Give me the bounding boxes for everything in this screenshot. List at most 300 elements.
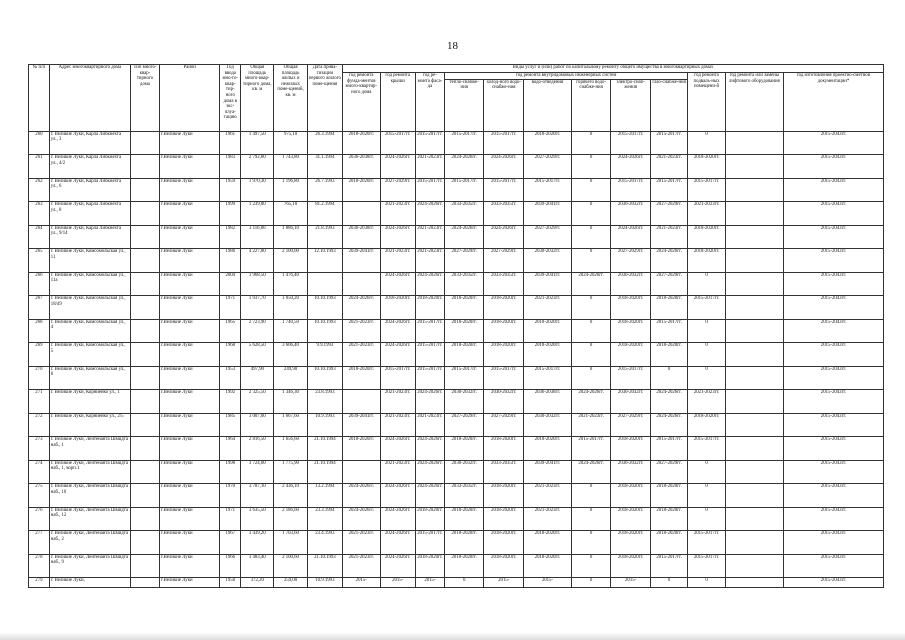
cell-des: 2015-2043гг. xyxy=(783,178,883,202)
header-roof: год ремонта крыши xyxy=(380,73,415,132)
cell-a2: 2 100,00 xyxy=(274,249,307,273)
cell-p: 23.8.1993 xyxy=(307,390,342,414)
cell-a2: 1 346,30 xyxy=(274,390,307,414)
cell-t xyxy=(130,554,159,578)
table-row xyxy=(29,155,884,179)
cell-cw: 2018-2020гг. xyxy=(484,437,524,461)
cell-lift xyxy=(725,437,783,461)
cell-gas: 2018-2020гг. xyxy=(650,296,687,320)
cell-lift xyxy=(725,343,783,367)
cell-sew: 2039-2041гг. xyxy=(524,202,572,226)
cell-bas: 2015-2017гг. xyxy=(688,437,725,461)
cell-heat: 2018-2020гг. xyxy=(444,319,484,343)
cell-d: г.Великие Луки xyxy=(160,390,220,414)
cell-gas: 2021-2023гг. xyxy=(650,155,687,179)
cell-sew: 2018-2020гг. xyxy=(524,131,572,155)
cell-n: 271 xyxy=(29,390,50,414)
cell-y: 1965 xyxy=(220,319,241,343)
cell-hw: 2024-2026гг. xyxy=(571,460,611,484)
cell-roof: 2024-2026гг. xyxy=(380,155,415,179)
cell-heat: 2027-2029гг. xyxy=(444,413,484,437)
cell-fac: 2024-2026гг. xyxy=(415,202,444,226)
cell-gas: 2015-2017гг. xyxy=(650,437,687,461)
cell-roof: 2024-2026гг. xyxy=(380,225,415,249)
cell-lift xyxy=(725,507,783,531)
cell-bas: 0 xyxy=(688,319,725,343)
cell-sew: 2030-2032гг. xyxy=(524,413,572,437)
cell-d: г.Великие Луки xyxy=(160,249,220,273)
cell-des: 2015-2043гг. xyxy=(783,249,883,273)
cell-a1: 2 816,50 xyxy=(241,437,274,461)
cell-bas: 0 xyxy=(688,460,725,484)
cell-cw: 2015-2017гг. xyxy=(484,131,524,155)
cell-bas: 2015-2017гг. xyxy=(688,178,725,202)
cell-lift xyxy=(725,484,783,508)
cell-bas: 0 xyxy=(688,366,725,390)
cell-y: 1971 xyxy=(220,296,241,320)
cell-n: 262 xyxy=(29,178,50,202)
cell-f: 2024-2026гг. xyxy=(343,507,380,531)
cell-des: 2015-2043гг. xyxy=(783,460,883,484)
cell-lift xyxy=(725,225,783,249)
cell-gas: 2015-2017гг. xyxy=(650,319,687,343)
cell-a2: 1 743,80 xyxy=(274,155,307,179)
cell-addr: г. Великие Луки, Лейтенанта Шмидта наб., 9 xyxy=(49,554,130,578)
cell-a2: 1 667,60 xyxy=(274,413,307,437)
cell-des: 2015-2043гг. xyxy=(783,554,883,578)
cell-y: 1992 xyxy=(220,390,241,414)
cell-y: 1964 xyxy=(220,437,241,461)
table-row xyxy=(29,437,884,461)
cell-hw: 0 xyxy=(571,225,611,249)
cell-n: 279 xyxy=(29,578,50,588)
header-area-total: Общая площадь много-квар-тирного дома, кв. м xyxy=(241,65,274,132)
cell-el: 2018-2020гг. xyxy=(611,484,651,508)
cell-fac: 2024-2026гг. xyxy=(415,272,444,296)
cell-f: 2021-2023гг. xyxy=(343,343,380,367)
cell-addr: г. Великие Луки, Лейтенанта Шмидта наб., 12 xyxy=(49,507,130,531)
cell-p: 23.4.1993 xyxy=(307,531,342,555)
header-num: № п/п xyxy=(29,65,50,132)
cell-cw: 2033-2035гг. xyxy=(484,272,524,296)
cell-heat: 2015-2017гг. xyxy=(444,131,484,155)
cell-lift xyxy=(725,390,783,414)
cell-bas: 2018-2020гг. xyxy=(688,413,725,437)
cell-fac: 2021-2023гг. xyxy=(415,413,444,437)
page-number: 18 xyxy=(447,40,458,52)
cell-des: 2015-2043гг. xyxy=(783,484,883,508)
header-district: Район xyxy=(160,65,220,132)
cell-addr: г. Великие Луки, Корниенко ул., 1 xyxy=(49,390,130,414)
cell-gas: 2024-2026гг. xyxy=(650,413,687,437)
cell-d: г.Великие Луки xyxy=(160,507,220,531)
table-row xyxy=(29,272,884,296)
cell-p: 23.3.1994 xyxy=(307,507,342,531)
cell-cw: 2033-2035гг. xyxy=(484,460,524,484)
cell-heat: 2015-2017гг. xyxy=(444,178,484,202)
cell-y: 2004 xyxy=(220,272,241,296)
cell-fac: 2021-2023гг. xyxy=(415,249,444,273)
cell-roof: 2021-2023гг. xyxy=(380,249,415,273)
cell-d: г.Великие Луки xyxy=(160,366,220,390)
table-row xyxy=(29,460,884,484)
cell-n: 268 xyxy=(29,319,50,343)
cell-t xyxy=(130,225,159,249)
cell-fac: 2018-2020гг. xyxy=(415,554,444,578)
cell-bas: 0 xyxy=(688,507,725,531)
cell-lift xyxy=(725,319,783,343)
capital-repair-table xyxy=(28,64,884,588)
cell-cw: 2027-2029гг. xyxy=(484,413,524,437)
cell-roof: 2024-2026гг. xyxy=(380,507,415,531)
cell-t xyxy=(130,202,159,226)
cell-lift xyxy=(725,578,783,588)
cell-a1: 2 723,90 xyxy=(241,319,274,343)
cell-n: 277 xyxy=(29,531,50,555)
cell-hw: 0 xyxy=(571,366,611,390)
cell-addr: г. Великие Луки, xyxy=(49,578,130,588)
cell-fac: 2018-2020гг. xyxy=(415,296,444,320)
cell-sew: 2018-2020гг. xyxy=(524,437,572,461)
cell-cw: 2030-2032гг. xyxy=(484,390,524,414)
cell-roof: 2024-2026гг. xyxy=(380,437,415,461)
cell-a2: 1 703,60 xyxy=(274,531,307,555)
cell-heat: 2030-2032гг. xyxy=(444,390,484,414)
cell-bas: 2021-2023гг. xyxy=(688,202,725,226)
cell-cw: 2027-2029гг. xyxy=(484,249,524,273)
cell-p: 10.9.1993 xyxy=(307,578,342,588)
cell-fac: 2021-2023гг. xyxy=(415,155,444,179)
cell-el: 2027-2029гг. xyxy=(611,413,651,437)
cell-roof: 2024-2026гг. xyxy=(380,319,415,343)
cell-sew: 2021-2023гг. xyxy=(524,296,572,320)
cell-y: 1966 xyxy=(220,554,241,578)
cell-n: 274 xyxy=(29,460,50,484)
cell-d: г.Великие Луки xyxy=(160,225,220,249)
cell-cw: 2015- xyxy=(484,578,524,588)
cell-heat: 0 xyxy=(444,578,484,588)
cell-cw: 2015-2017гг. xyxy=(484,366,524,390)
cell-des: 2015-2043гг. xyxy=(783,272,883,296)
cell-d: г.Великие Луки xyxy=(160,554,220,578)
cell-p: 10.10.1993 xyxy=(307,366,342,390)
cell-p: 26.3.1994 xyxy=(307,131,342,155)
cell-addr: г. Великие Луки, Комсомольская ул., 18/49 xyxy=(49,296,130,320)
cell-hw: 2024-2026гг. xyxy=(571,272,611,296)
cell-sew: 2018-2020гг. xyxy=(524,319,572,343)
cell-d: г.Великие Луки xyxy=(160,413,220,437)
cell-des: 2015-2043гг. xyxy=(783,531,883,555)
cell-n: 270 xyxy=(29,366,50,390)
cell-a2: 3 606,40 xyxy=(274,343,307,367)
cell-bas: 0 xyxy=(688,578,725,588)
cell-hw: 0 xyxy=(571,296,611,320)
cell-sew: 2018-2020гг. xyxy=(524,554,572,578)
cell-heat: 2018-2020гг. xyxy=(444,343,484,367)
cell-lift xyxy=(725,131,783,155)
cell-des: 2015-2043гг. xyxy=(783,296,883,320)
cell-heat: 2024-2026гг. xyxy=(444,225,484,249)
cell-roof: 2027-2029гг. xyxy=(380,178,415,202)
header-gas: газо-снабже-ния xyxy=(650,79,687,131)
cell-p: 10.9.1993 xyxy=(307,413,342,437)
cell-fac: 2015-2017гг. xyxy=(415,366,444,390)
cell-sew: 2036-2038гг. xyxy=(524,390,572,414)
cell-addr: г. Великие Луки, Карла Либкнехта ул., 6 xyxy=(49,178,130,202)
cell-gas: 2015-2017гг. xyxy=(650,554,687,578)
cell-lift xyxy=(725,178,783,202)
cell-hw: 0 xyxy=(571,202,611,226)
cell-f xyxy=(343,272,380,296)
cell-bas: 2018-2020гг. xyxy=(688,225,725,249)
cell-f: 2039-2041гг. xyxy=(343,413,380,437)
cell-addr: г. Великие Луки, Карла Либкнехта ул., 8 xyxy=(49,202,130,226)
cell-bas: 2015-2017гг. xyxy=(688,554,725,578)
cell-f: 2024-2026гг. xyxy=(343,484,380,508)
cell-sew: 2021-2023гг. xyxy=(524,484,572,508)
cell-n: 267 xyxy=(29,296,50,320)
cell-a1: 5 628,50 xyxy=(241,343,274,367)
cell-heat: 2018-2020гг. xyxy=(444,531,484,555)
cell-gas: 0 xyxy=(650,366,687,390)
cell-d: г.Великие Луки xyxy=(160,437,220,461)
cell-a1: 1 239,80 xyxy=(241,202,274,226)
cell-gas: 2024-2026гг. xyxy=(650,249,687,273)
cell-gas: 2027-2029гг. xyxy=(650,460,687,484)
cell-gas: 2024-2026гг. xyxy=(650,390,687,414)
cell-a1: 3 787,10 xyxy=(241,484,274,508)
scan-edge xyxy=(0,632,905,640)
cell-d: г.Великие Луки xyxy=(160,296,220,320)
cell-f: 2015- xyxy=(343,578,380,588)
cell-cw: 2018-2020гг. xyxy=(484,296,524,320)
cell-el: 2024-2026гг. xyxy=(611,155,651,179)
table-body xyxy=(29,131,884,588)
cell-fac: 2015-2017гг. xyxy=(415,531,444,555)
table-row xyxy=(29,249,884,273)
cell-y: 1985 xyxy=(220,413,241,437)
table-row xyxy=(29,343,884,367)
cell-roof: 2024-2026гг. xyxy=(380,531,415,555)
cell-des: 2015-2043гг. xyxy=(783,225,883,249)
cell-a1: 1 970,30 xyxy=(241,178,274,202)
cell-p: 21.10.1993 xyxy=(307,554,342,578)
table-row xyxy=(29,178,884,202)
table-row xyxy=(29,578,884,588)
cell-sew: 2018-2020гг. xyxy=(524,343,572,367)
cell-gas: 0 xyxy=(650,578,687,588)
cell-cw: 2024-2026гг. xyxy=(484,155,524,179)
cell-fac: 2015-2017гг. xyxy=(415,131,444,155)
cell-des: 2015-2043гг. xyxy=(783,155,883,179)
cell-y: 1970 xyxy=(220,484,241,508)
header-address: Адрес многоквартирного дома xyxy=(49,65,130,132)
cell-gas: 2018-2020гг. xyxy=(650,531,687,555)
cell-n: 278 xyxy=(29,554,50,578)
cell-lift xyxy=(725,296,783,320)
header-hot-water: горячего водо-снабже-ния xyxy=(571,79,611,131)
cell-t xyxy=(130,578,159,588)
cell-y: 1968 xyxy=(220,343,241,367)
cell-a2: 975,10 xyxy=(274,131,307,155)
cell-des: 2015-2043гг. xyxy=(783,390,883,414)
cell-addr: г. Великие Луки, Лейтенанта Шмидта наб., 10 xyxy=(49,484,130,508)
cell-n: 272 xyxy=(29,413,50,437)
cell-a2: 1 476,40 xyxy=(274,272,307,296)
cell-p: 21.10.1994 xyxy=(307,437,342,461)
cell-p: 21.10.1994 xyxy=(307,460,342,484)
cell-fac: 2024-2026гг. xyxy=(415,390,444,414)
cell-roof: 2021-2023гг. xyxy=(380,413,415,437)
cell-a1: 2 792,80 xyxy=(241,155,274,179)
cell-des: 2015-2043гг. xyxy=(783,319,883,343)
cell-heat: 2030-2032гг. xyxy=(444,460,484,484)
cell-addr: г. Великие Луки, Комсомольская ул., 5 xyxy=(49,343,130,367)
cell-cw: 2015-2017гг. xyxy=(484,178,524,202)
cell-fac: 2018-2020гг. xyxy=(415,507,444,531)
header-heating: тепло-снабже-ния xyxy=(444,79,484,131)
cell-hw: 0 xyxy=(571,249,611,273)
cell-addr: г. Великие Луки, Лейтенанта Шмидта наб., 1, корп.1 xyxy=(49,460,130,484)
cell-cw: 2018-2020гг. xyxy=(484,531,524,555)
cell-a1: 2 325,50 xyxy=(241,390,274,414)
cell-el: 2018-2020гг. xyxy=(611,437,651,461)
cell-t xyxy=(130,437,159,461)
cell-gas: 2015-2017гг. xyxy=(650,131,687,155)
cell-a2: 2 100,60 xyxy=(274,554,307,578)
cell-bas: 0 xyxy=(688,484,725,508)
cell-a2: 765,10 xyxy=(274,202,307,226)
cell-d: г.Великие Луки xyxy=(160,131,220,155)
cell-cw: 2033-2035гг. xyxy=(484,202,524,226)
cell-sew: 2018-2020гг. xyxy=(524,531,572,555)
cell-cw: 2024-2026гг. xyxy=(484,225,524,249)
cell-bas: 0 xyxy=(688,343,725,367)
cell-t xyxy=(130,272,159,296)
cell-t xyxy=(130,155,159,179)
cell-p: 12.10.1993 xyxy=(307,249,342,273)
cell-n: 269 xyxy=(29,343,50,367)
header-design: год изготовления проектно-сметной документации* xyxy=(783,73,883,132)
cell-gas: 2015-2017гг. xyxy=(650,178,687,202)
cell-roof: 2024-2026гг. xyxy=(380,343,415,367)
table-header xyxy=(29,65,884,132)
header-foundation: год ремонта фунда-ментов много-квартир-ного дома xyxy=(343,73,380,132)
cell-f: 2039-2041гг. xyxy=(343,249,380,273)
cell-a1: 3 007,00 xyxy=(241,413,274,437)
cell-a2: 2 436,10 xyxy=(274,484,307,508)
table-row xyxy=(29,319,884,343)
header-basement: год ремонта подваль-ных помещени-й xyxy=(688,73,725,132)
cell-y: 1959 xyxy=(220,178,241,202)
cell-hw: 0 xyxy=(571,507,611,531)
header-elevator: год ремонта или замены лифтового оборудования xyxy=(725,73,783,132)
cell-a2: 1 740,50 xyxy=(274,319,307,343)
cell-p xyxy=(307,272,342,296)
cell-y: 1958 xyxy=(220,578,241,588)
cell-gas: 2027-2029гг. xyxy=(650,272,687,296)
cell-p: 13.2.1994 xyxy=(307,484,342,508)
cell-hw: 0 xyxy=(571,343,611,367)
cell-el: 2015-2017гг. xyxy=(611,131,651,155)
header-area-living: Общая площадь жилых и нежилых поме-щений, кв. м xyxy=(274,65,307,132)
cell-bas: 0 xyxy=(688,272,725,296)
cell-hw: 0 xyxy=(571,319,611,343)
cell-f: 2036-2038гг. xyxy=(343,155,380,179)
cell-d: г.Великие Луки xyxy=(160,531,220,555)
cell-el: 2018-2020гг. xyxy=(611,554,651,578)
cell-a2: 2 186,60 xyxy=(274,507,307,531)
cell-t xyxy=(130,178,159,202)
cell-a1: 3 635,50 xyxy=(241,507,274,531)
header-facade: год ре-монта фаса-да xyxy=(415,73,444,132)
cell-d: г.Великие Луки xyxy=(160,202,220,226)
cell-gas: 2027-2029гг. xyxy=(650,202,687,226)
cell-f: 2018-2020гг. xyxy=(343,366,380,390)
cell-d: г.Великие Луки xyxy=(160,484,220,508)
table-row xyxy=(29,507,884,531)
cell-addr: г. Великие Луки, Лейтенанта Шмидта наб., 1 xyxy=(49,437,130,461)
cell-roof: 2015-2017гг. xyxy=(380,366,415,390)
cell-sew: 2039-2041гг. xyxy=(524,272,572,296)
cell-n: 266 xyxy=(29,272,50,296)
cell-lift xyxy=(725,554,783,578)
cell-roof: 2021-2023гг. xyxy=(380,202,415,226)
cell-heat: 2027-2029гг. xyxy=(444,249,484,273)
cell-roof: 2015-2017гг. xyxy=(380,131,415,155)
cell-f: 2018-2020гг. xyxy=(343,131,380,155)
header-priv-date: Дата прива-тизации первого жилого поме-щения xyxy=(307,65,342,132)
cell-bas: 2018-2020гг. xyxy=(688,249,725,273)
cell-fac: 2024-2026гг. xyxy=(415,437,444,461)
cell-lift xyxy=(725,413,783,437)
cell-a1: 1 497,50 xyxy=(241,131,274,155)
cell-n: 276 xyxy=(29,507,50,531)
cell-p: 31.1.1994 xyxy=(307,155,342,179)
cell-t xyxy=(130,531,159,555)
cell-a1: 3 724,00 xyxy=(241,460,274,484)
cell-fac: 2015- xyxy=(415,578,444,588)
cell-f: 2021-2023гг. xyxy=(343,319,380,343)
cell-addr: г. Великие Луки, Комсомольская ул., 11 xyxy=(49,249,130,273)
cell-a1: 3 439,20 xyxy=(241,531,274,555)
cell-d: г.Великие Луки xyxy=(160,460,220,484)
header-sewerage: водо-отведения xyxy=(524,79,572,131)
cell-heat: 2015-2017гг. xyxy=(444,366,484,390)
cell-el: 2030-2032гг. xyxy=(611,202,651,226)
cell-roof: 2024-2026гг. xyxy=(380,272,415,296)
cell-hw: 0 xyxy=(571,554,611,578)
cell-t xyxy=(130,460,159,484)
cell-el: 2018-2020гг. xyxy=(611,343,651,367)
cell-a1: 3 483,40 xyxy=(241,554,274,578)
cell-fac: 2021-2023гг. xyxy=(415,225,444,249)
cell-hw: 2021-2023гг. xyxy=(571,413,611,437)
cell-el: 2015-2017гг. xyxy=(611,178,651,202)
cell-lift xyxy=(725,249,783,273)
cell-addr: г. Великие Луки, Комсомольская ул., 6 xyxy=(49,366,130,390)
cell-f xyxy=(343,202,380,226)
cell-p: 9.9.1993 xyxy=(307,343,342,367)
cell-gas: 2021-2023гг. xyxy=(650,225,687,249)
cell-lift xyxy=(725,155,783,179)
cell-gas: 2018-2020гг. xyxy=(650,343,687,367)
cell-el: 2030-2032гг. xyxy=(611,272,651,296)
cell-a1: 3 116,00 xyxy=(241,225,274,249)
cell-addr: г. Великие Луки, Карла Либкнехта ул., 4/2 xyxy=(49,155,130,179)
cell-hw: 0 xyxy=(571,155,611,179)
table-row xyxy=(29,296,884,320)
